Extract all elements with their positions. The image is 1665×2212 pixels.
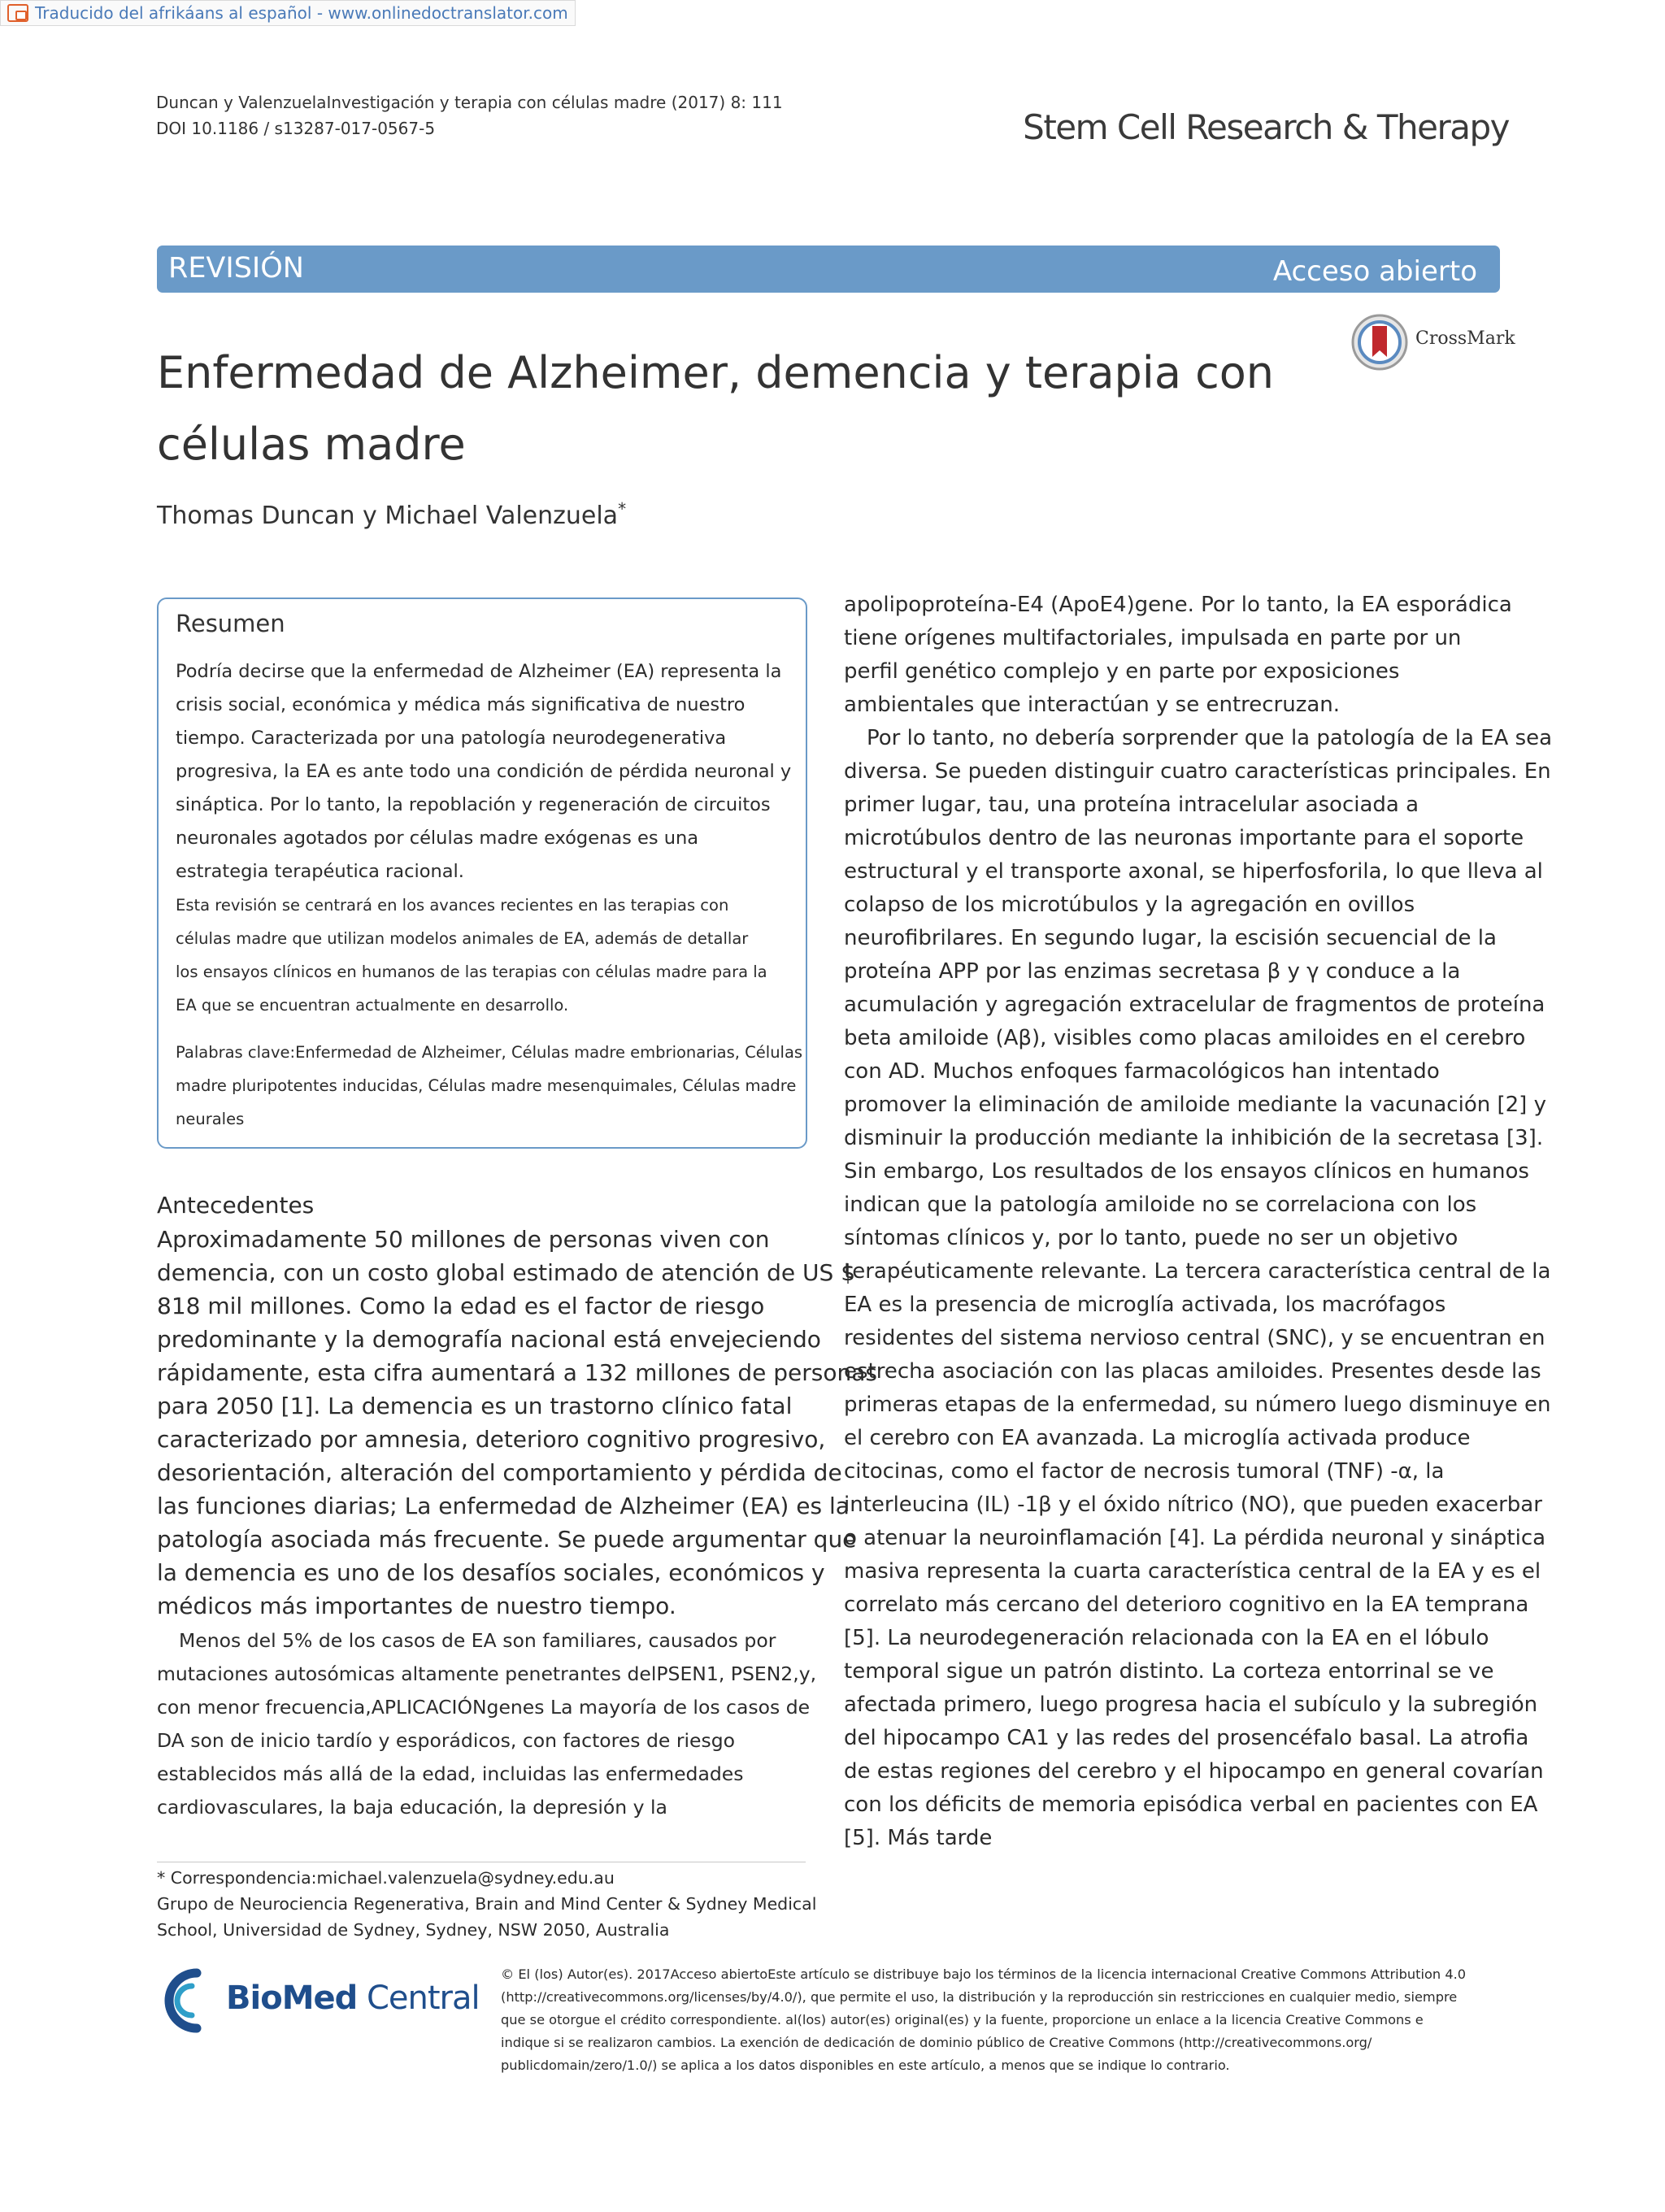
body-line: correlato más cercano del deterioro cognitivo en la EA temprana <box>844 1593 1529 1617</box>
citation: Duncan y ValenzuelaInvestigación y terapia con células madre (2017) 8: 111 <box>156 93 783 112</box>
body-line: el cerebro con EA avanzada. La microglía activada produce <box>844 1426 1471 1450</box>
body-line: citocinas, como el factor de necrosis tumoral (TNF) -α, la <box>844 1459 1445 1484</box>
article-title <box>157 337 1295 480</box>
license-line: publicdomain/zero/1.0/) se aplica a los datos disponibles en este artículo, a menos que se indique lo contrario. <box>501 2058 1230 2073</box>
body-line: afectada primero, luego progresa hacia el subículo y la subregión <box>844 1693 1538 1717</box>
affiliation-line: Grupo de Neurociencia Regenerativa, Brain and Mind Center & Sydney Medical <box>157 1894 817 1914</box>
abstract-line: tiempo. Caracterizada por una patología neurodegenerativa <box>176 728 727 749</box>
translate-icon <box>7 4 28 22</box>
body-line: [5]. La neurodegeneración relacionada con la EA en el lóbulo <box>844 1626 1489 1650</box>
authors <box>157 499 626 530</box>
translator-banner-text[interactable]: Traducido del afrikáans al español - www.onlinedoctranslator.com <box>35 3 568 23</box>
body-line: establecidos más allá de la edad, incluidas las enfermedades <box>157 1762 744 1785</box>
license-line: indique si se realizaron cambios. La exención de dedicación de dominio público de Creative Commons (http://creativecommons.org/ <box>501 2035 1372 2050</box>
publisher-med: Med <box>281 1980 358 2017</box>
body-line: promover la eliminación de amiloide mediante la vacunación [2] y <box>844 1093 1546 1117</box>
abstract-line: estrategia terapéutica racional. <box>176 861 464 882</box>
open-access-label: Acceso abierto <box>1272 255 1477 288</box>
license-line: que se otorgue el crédito correspondiente. al(los) autor(es) original(es) y la fuente, proporcione un enlace a la licencia Creative Commons e <box>501 2012 1424 2027</box>
publisher-bio: Bio <box>226 1980 282 2017</box>
crossmark-icon[interactable] <box>1350 313 1409 372</box>
body-line: con AD. Muchos enfoques farmacológicos han intentado <box>844 1059 1440 1084</box>
body-line: acumulación y agregación extracelular de fragmentos de proteína <box>844 993 1545 1017</box>
body-line: cardiovasculares, la baja educación, la depresión y la <box>157 1796 667 1819</box>
body-line: 818 mil millones. Como la edad es el factor de riesgo <box>157 1293 765 1319</box>
body-line: DA son de inicio tardío y esporádicos, con factores de riesgo <box>157 1729 736 1752</box>
keywords-line: Palabras clave:Enfermedad de Alzheimer, Células madre embrionarias, Células <box>176 1043 803 1062</box>
journal-name: Stem Cell Research & Therapy <box>1023 107 1509 147</box>
abstract-line: sináptica. Por lo tanto, la repoblación y regeneración de circuitos <box>176 794 771 815</box>
body-line: predominante y la demografía nacional está envejeciendo <box>157 1326 821 1353</box>
keywords-line: neurales <box>176 1110 245 1128</box>
body-line: de estas regiones del cerebro y el hipocampo en general covarían <box>844 1759 1544 1784</box>
publisher-central: Central <box>357 1980 480 2017</box>
translator-banner[interactable] <box>0 0 576 26</box>
body-line: apolipoproteína-E4 (ApoE4)gene. Por lo tanto, la EA esporádica <box>844 593 1512 617</box>
body-line: caracterizado por amnesia, deterioro cognitivo progresivo, <box>157 1426 826 1453</box>
section-heading: Antecedentes <box>157 1192 315 1219</box>
abstract-line: células madre que utilizan modelos animales de EA, además de detallar <box>176 929 749 948</box>
body-line: microtúbulos dentro de las neuronas importante para el soporte <box>844 826 1524 850</box>
article-type: REVISIÓN <box>168 252 304 285</box>
body-line: ambientales que interactúan y se entrecruzan. <box>844 693 1341 717</box>
body-line: masiva representa la cuarta característica central de la EA y es el <box>844 1559 1541 1584</box>
body-line: desorientación, alteración del comportamiento y pérdida de <box>157 1459 842 1486</box>
body-line: del hipocampo CA1 y las redes del prosencéfalo basal. La atrofia <box>844 1726 1529 1750</box>
license-line: (http://creativecommons.org/licenses/by/4.0/), que permite el uso, la distribución y la reproducción sin restricciones en cualquier medio, siempre <box>501 1989 1458 2005</box>
body-line: con los déficits de memoria episódica verbal en pacientes con EA <box>844 1793 1538 1817</box>
body-line: mutaciones autosómicas altamente penetrantes delPSEN1, PSEN2,y, <box>157 1662 817 1685</box>
body-line: residentes del sistema nervioso central (SNC), y se encuentran en <box>844 1326 1545 1350</box>
abstract-line: crisis social, económica y médica más significativa de nuestro <box>176 694 746 715</box>
body-line: con menor frecuencia,APLICACIÓNgenes La mayoría de los casos de <box>157 1696 811 1719</box>
body-line: demencia, con un costo global estimado de atención de US $ <box>157 1259 856 1286</box>
correspondence-email[interactable]: * Correspondencia:michael.valenzuela@sydney.edu.au <box>157 1868 615 1888</box>
body-line: médicos más importantes de nuestro tiempo. <box>157 1593 676 1619</box>
corresponding-mark: * <box>618 499 627 519</box>
abstract-line: Podría decirse que la enfermedad de Alzheimer (EA) representa la <box>176 661 782 682</box>
body-line: [5]. Más tarde <box>844 1826 993 1850</box>
biomed-central-icon <box>156 1968 221 2033</box>
body-line: terapéuticamente relevante. La tercera característica central de la <box>844 1259 1551 1284</box>
abstract-heading: Resumen <box>176 610 285 637</box>
body-line: estructural y el transporte axonal, se hiperfosforila, lo que lleva al <box>844 859 1543 884</box>
author-names: Thomas Duncan y Michael Valenzuela <box>157 502 619 530</box>
body-line: Aproximadamente 50 millones de personas viven con <box>157 1226 770 1253</box>
body-line: las funciones diarias; La enfermedad de Alzheimer (EA) es la <box>157 1493 850 1519</box>
body-line: neurofibrilares. En segundo lugar, la escisión secuencial de la <box>844 926 1497 950</box>
abstract-line: Esta revisión se centrará en los avances recientes en las terapias con <box>176 896 729 915</box>
body-line: tiene orígenes multifactoriales, impulsada en parte por un <box>844 626 1462 650</box>
affiliation-line: School, Universidad de Sydney, Sydney, NSW 2050, Australia <box>157 1920 670 1940</box>
license-line: © El (los) Autor(es). 2017Acceso abiertoEste artículo se distribuye bajo los términos de la licencia internacional Creative Commons Attribution 4.0 <box>501 1966 1467 1982</box>
body-line: interleucina (IL) -1β y el óxido nítrico (NO), que pueden exacerbar <box>844 1493 1542 1517</box>
body-line: indican que la patología amiloide no se correlaciona con los <box>844 1193 1477 1217</box>
doi: DOI 10.1186 / s13287-017-0567-5 <box>156 119 436 138</box>
body-line: colapso de los microtúbulos y la agregación en ovillos <box>844 893 1415 917</box>
crossmark-label[interactable]: CrossMark <box>1415 328 1515 349</box>
body-line: proteína APP por las enzimas secretasa β y γ conduce a la <box>844 959 1461 984</box>
body-line: patología asociada más frecuente. Se puede argumentar que <box>157 1526 857 1553</box>
body-line: temporal sigue un patrón distinto. La corteza entorrinal se ve <box>844 1659 1494 1684</box>
body-line: para 2050 [1]. La demencia es un trastorno clínico fatal <box>157 1393 793 1419</box>
abstract-line: progresiva, la EA es ante todo una condición de pérdida neuronal y <box>176 761 792 782</box>
title-line: Enfermedad de Alzheimer, demencia y terapia con <box>157 347 1275 398</box>
body-line: la demencia es uno de los desafíos sociales, económicos y <box>157 1559 825 1586</box>
body-line: Por lo tanto, no debería sorprender que la patología de la EA sea <box>867 726 1553 750</box>
abstract-line: neuronales agotados por células madre exógenas es una <box>176 828 699 849</box>
title-line: células madre <box>157 419 466 470</box>
body-line: o atenuar la neuroinflamación [4]. La pérdida neuronal y sináptica <box>844 1526 1546 1550</box>
body-line: estrecha asociación con las placas amiloides. Presentes desde las <box>844 1359 1541 1384</box>
abstract-line: los ensayos clínicos en humanos de las terapias con células madre para la <box>176 963 767 981</box>
article-type-bar <box>157 246 1500 293</box>
body-line: Menos del 5% de los casos de EA son familiares, causados por <box>179 1629 776 1652</box>
body-line: Sin embargo, Los resultados de los ensayos clínicos en humanos <box>844 1159 1529 1184</box>
keywords-line: madre pluripotentes inducidas, Células madre mesenquimales, Células madre <box>176 1076 797 1095</box>
body-line: diversa. Se pueden distinguir cuatro características principales. En <box>844 759 1551 784</box>
body-line: rápidamente, esta cifra aumentará a 132 millones de personas <box>157 1359 877 1386</box>
body-line: beta amiloide (Aβ), visibles como placas amiloides en el cerebro <box>844 1026 1526 1050</box>
body-line: primer lugar, tau, una proteína intracelular asociada a <box>844 793 1419 817</box>
body-line: síntomas clínicos y, por lo tanto, puede no ser un objetivo <box>844 1226 1459 1250</box>
body-line: primeras etapas de la enfermedad, su número luego disminuye en <box>844 1393 1551 1417</box>
body-line: EA es la presencia de microglía activada, los macrófagos <box>844 1293 1446 1317</box>
body-line: disminuir la producción mediante la inhibición de la secretasa [3]. <box>844 1126 1544 1150</box>
body-line: perfil genético complejo y en parte por exposiciones <box>844 659 1400 684</box>
abstract-line: EA que se encuentran actualmente en desarrollo. <box>176 996 569 1015</box>
